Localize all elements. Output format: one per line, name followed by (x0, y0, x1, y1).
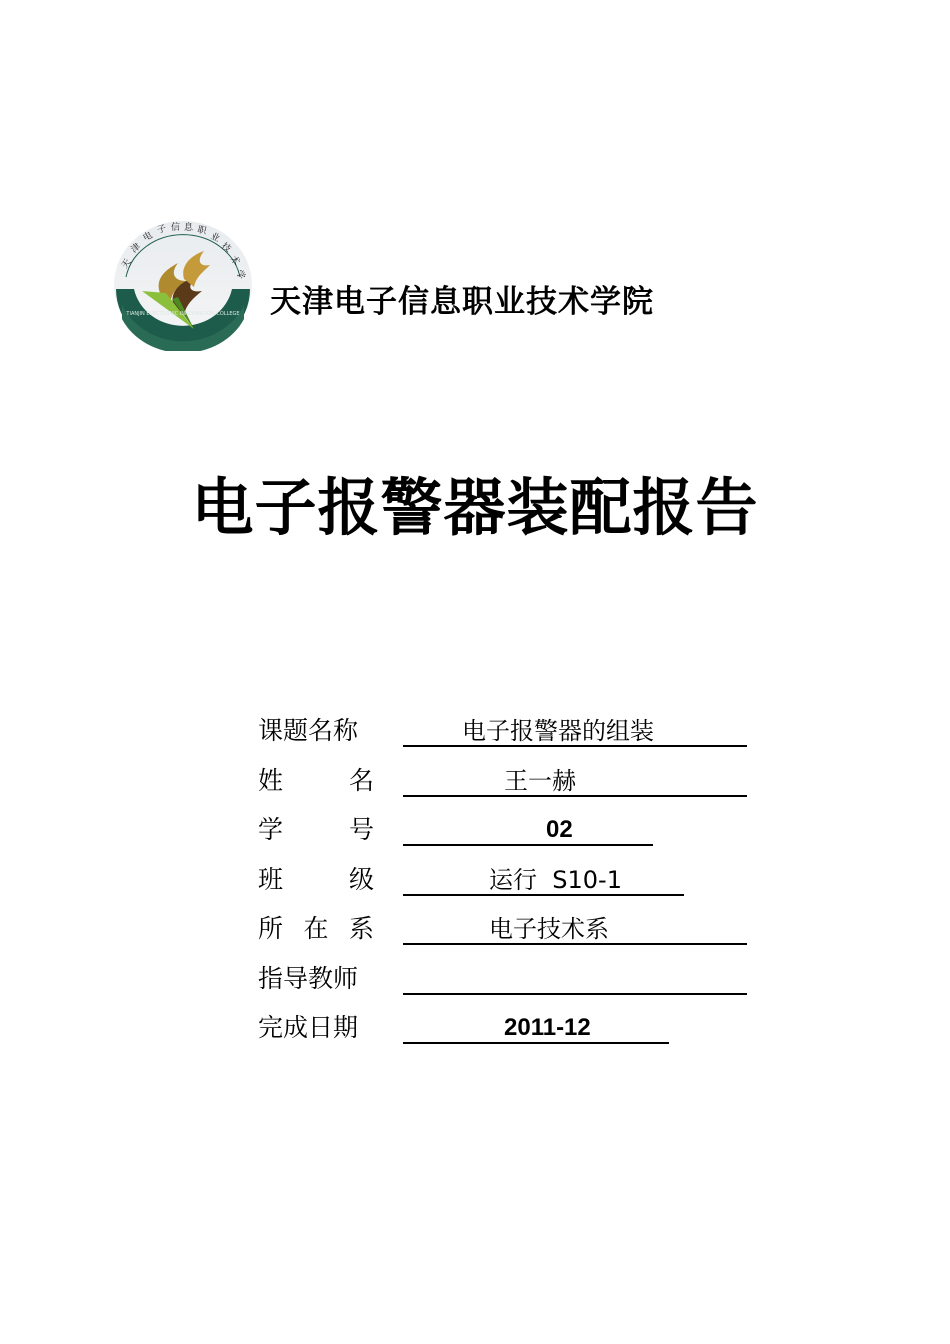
svg-text:学: 学 (233, 268, 247, 282)
label-char: 所 (258, 914, 284, 943)
field-value-student-id: 02 (546, 816, 573, 843)
school-emblem-icon (112, 219, 254, 351)
svg-text:子: 子 (156, 223, 168, 236)
field-underline (403, 811, 653, 846)
field-label-topic (258, 712, 374, 750)
label-chars: 课题名称 (258, 716, 359, 745)
field-value-name: 王一赫 (504, 766, 576, 795)
svg-text:津: 津 (129, 241, 143, 256)
label-chars: 指导教师 (258, 963, 359, 993)
field-label-class (258, 861, 374, 899)
field-value-department: 电子技术系 (489, 915, 609, 943)
label-char: 级 (348, 864, 374, 894)
svg-text:技: 技 (219, 241, 233, 255)
svg-text:天: 天 (120, 257, 134, 271)
svg-text:职: 职 (196, 225, 208, 237)
label-char: 号 (348, 815, 374, 844)
label-char: 系 (348, 914, 374, 943)
field-label-completion-date (258, 1009, 374, 1047)
svg-text:信: 信 (171, 223, 181, 233)
report-title: 电子报警器装配报告 (191, 471, 759, 544)
field-label-department (258, 910, 374, 948)
field-label-student-id (258, 811, 374, 849)
label-char: 在 (303, 914, 329, 943)
field-value-topic: 电子报警器的组装 (462, 717, 654, 745)
label-char: 班 (258, 864, 284, 894)
field-value-class: 运行 S10-1 (489, 865, 622, 894)
label-char: 姓 (258, 765, 284, 795)
field-underline (403, 960, 747, 995)
svg-text:TIANJIN ELECTRONIC INFORMATION: TIANJIN ELECTRONIC INFORMATION COLLEGE (126, 311, 240, 317)
field-label-name (258, 762, 374, 800)
svg-text:电: 电 (141, 230, 155, 244)
svg-text:业: 业 (208, 231, 222, 245)
field-label-advisor (258, 960, 374, 998)
svg-text:息: 息 (184, 223, 194, 233)
label-chars: 完成日期 (258, 1013, 359, 1042)
label-char: 名 (348, 765, 374, 795)
svg-text:术: 术 (227, 254, 242, 268)
label-char: 学 (258, 815, 284, 844)
school-name: 天津电子信息职业技术学院 (270, 284, 654, 320)
field-value-completion-date: 2011-12 (504, 1014, 591, 1041)
